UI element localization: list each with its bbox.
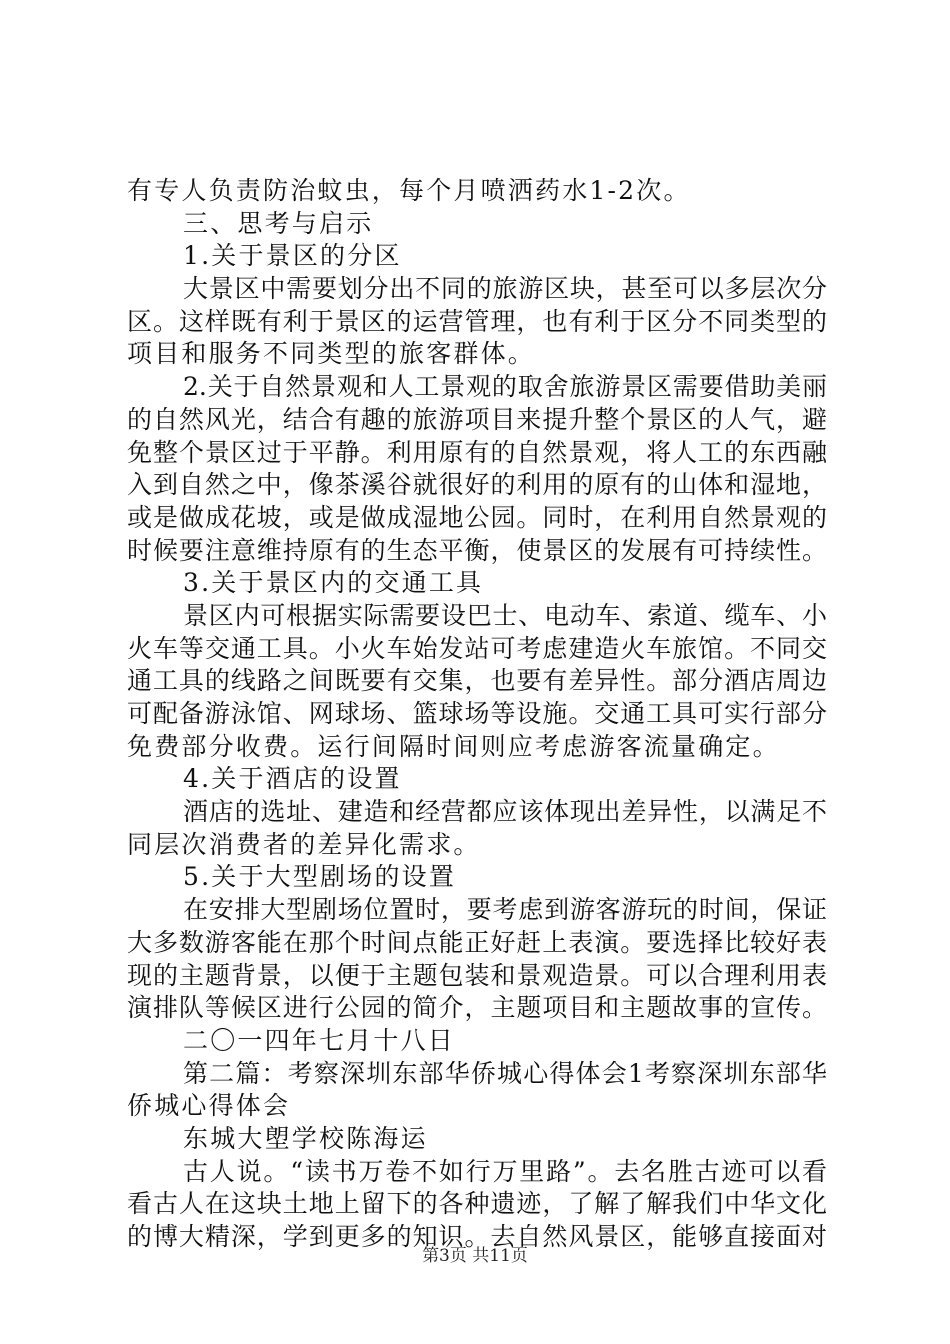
document-body xyxy=(127,175,827,1254)
text-line: 在安排大型剧场位置时，要考虑到游客游玩的时间，保证 xyxy=(183,895,827,925)
text-line: 入到自然之中，像茶溪谷就很好的利用的原有的山体和湿地， xyxy=(127,470,827,500)
text-line: 大多数游客能在那个时间点能正好赶上表演。要选择比较好表 xyxy=(127,927,827,957)
text-line: 景区内可根据实际需要设巴士、电动车、索道、缆车、小 xyxy=(183,600,827,630)
text-line: 二〇一四年七月十八日 xyxy=(183,1025,456,1055)
text-line: 时候要注意维持原有的生态平衡，使景区的发展有可持续性。 xyxy=(127,535,827,565)
text-line: 或是做成花坡，或是做成湿地公园。同时，在利用自然景观的 xyxy=(127,502,827,532)
text-line: 区。这样既有利于景区的运营管理，也有利于区分不同类型的 xyxy=(127,306,827,336)
text-line: 项目和服务不同类型的旅客群体。 xyxy=(127,339,536,369)
text-line: 三、思考与启示 xyxy=(183,208,374,238)
text-line: 的自然风光，结合有趣的旅游项目来提升整个景区的人气，避 xyxy=(127,404,827,434)
text-line: 2.关于自然景观和人工景观的取舍旅游景区需要借助美丽 xyxy=(183,372,827,402)
text-line: 酒店的选址、建造和经营都应该体现出差异性，以满足不 xyxy=(183,797,827,827)
text-line: 火车等交通工具。小火车始发站可考虑建造火车旅馆。不同交 xyxy=(127,633,827,663)
text-line: 同层次消费者的差异化需求。 xyxy=(127,829,481,859)
text-line: 东城大塱学校陈海运 xyxy=(183,1123,428,1153)
text-line: 现的主题背景，以便于主题包装和景观造景。可以合理利用表 xyxy=(127,960,827,990)
text-line: 免整个景区过于平静。利用原有的自然景观，将人工的东西融 xyxy=(127,437,827,467)
text-line: 演排队等候区进行公园的简介，主题项目和主题故事的宣传。 xyxy=(127,993,827,1023)
text-line: 看古人在这块土地上留下的各种遗迹，了解了解我们中华文化 xyxy=(127,1189,827,1219)
text-line: 古人说。“读书万卷不如行万里路”。去名胜古迹可以看 xyxy=(183,1156,827,1186)
text-line: 4.关于酒店的设置 xyxy=(183,764,402,794)
text-line: 5.关于大型剧场的设置 xyxy=(183,862,457,892)
text-line: 可配备游泳馆、网球场、篮球场等设施。交通工具可实行部分 xyxy=(127,699,827,728)
text-line: 大景区中需要划分出不同的旅游区块，甚至可以多层次分 xyxy=(183,274,827,304)
page-number-footer: 第3页 共11页 xyxy=(422,1246,528,1266)
text-line: 免费部分收费。运行间隔时间则应考虑游客流量确定。 xyxy=(127,731,780,761)
text-line: 第二篇：考察深圳东部华侨城心得体会1考察深圳东部华 xyxy=(183,1058,827,1088)
text-line: 1.关于景区的分区 xyxy=(183,241,402,271)
text-line: 的博大精深，学到更多的知识。去自然风景区，能够直接面对 xyxy=(127,1222,827,1251)
text-line: 通工具的线路之间既要有交集，也要有差异性。部分酒店周边 xyxy=(127,666,827,696)
text-line: 有专人负责防治蚊虫，每个月喷洒药水1-2次。 xyxy=(127,176,691,205)
text-line: 侨城心得体会 xyxy=(127,1091,291,1121)
text-line: 3.关于景区内的交通工具 xyxy=(183,568,484,598)
